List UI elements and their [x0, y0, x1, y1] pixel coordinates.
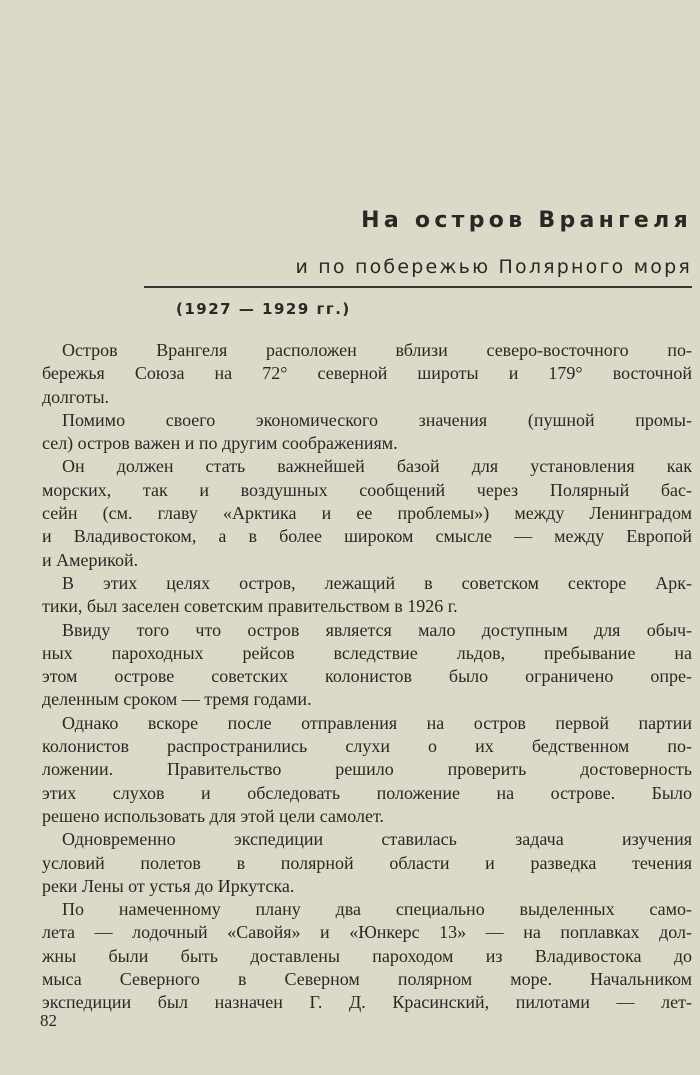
- text-line: Ввиду того что остров является мало доступным для обыч-: [62, 619, 692, 640]
- text-line: ложении. Правительство решило проверить достоверность: [42, 759, 692, 780]
- text-line: лета — лодочный «Савойя» и «Юнкерс 13» — на поплавках дол-: [42, 922, 692, 943]
- text-line: ных пароходных рейсов вследствие льдов, пребывание на: [42, 642, 692, 663]
- title-rule: [144, 286, 692, 288]
- text-line: и Америкой.: [42, 549, 139, 570]
- text-line: долготы.: [42, 386, 110, 407]
- text-line: решено использовать для этой цели самолет.: [42, 805, 385, 826]
- text-line: этом острове советских колонистов было ограничено опре-: [42, 666, 692, 687]
- text-line: По намеченному плану два специально выделенных само-: [62, 899, 692, 920]
- chapter-years: (1927 — 1929 гг.): [176, 300, 351, 318]
- text-line: мыса Северного в Северном полярном море. Начальником: [42, 969, 692, 990]
- text-line: сел) остров важен и по другим соображениям.: [42, 433, 398, 454]
- text-line: колонистов распространились слухи о их бедственном по-: [42, 736, 692, 757]
- text-line: деленным сроком — тремя годами.: [42, 689, 312, 710]
- text-line: Помимо своего экономического значения (пушной промы-: [62, 409, 692, 430]
- text-line: Одновременно экспедиции ставилась задача изучения: [62, 829, 692, 850]
- text-line: Однако вскоре после отправления на остров первой партии: [62, 712, 692, 733]
- text-line: бережья Союза на 72° северной широты и 179° восточной: [42, 363, 692, 384]
- text-line: экспедиции был назначен Г. Д. Красинский, пилотами — лет-: [42, 992, 692, 1013]
- text-line: тики, был заселен советским правительством в 1926 г.: [42, 596, 458, 617]
- chapter-title: На остров Врангеля: [361, 208, 692, 233]
- text-line: реки Лены от устья до Иркутска.: [42, 875, 295, 896]
- body-text: [42, 339, 692, 1015]
- text-line: В этих целях остров, лежащий в советском секторе Арк-: [62, 572, 692, 593]
- text-line: этих слухов и обследовать положение на острове. Было: [42, 782, 692, 803]
- text-line: условий полетов в полярной области и разведка течения: [42, 852, 692, 873]
- text-line: жны были быть доставлены пароходом из Владивостока до: [42, 945, 692, 966]
- text-line: и Владивостоком, а в более широком смысле — между Европой: [42, 526, 692, 547]
- text-line: морских, так и воздушных сообщений через Полярный бас-: [42, 479, 692, 500]
- text-line: сейн (см. главу «Арктика и ее проблемы») между Ленинградом: [42, 503, 692, 524]
- text-line: Остров Врангеля расположен вблизи северо-восточного по-: [62, 340, 692, 360]
- text-line: Он должен стать важнейшей базой для установления как: [62, 456, 692, 477]
- chapter-subtitle: и по побережью Полярного моря: [295, 256, 692, 278]
- page-number: 82: [40, 1011, 57, 1030]
